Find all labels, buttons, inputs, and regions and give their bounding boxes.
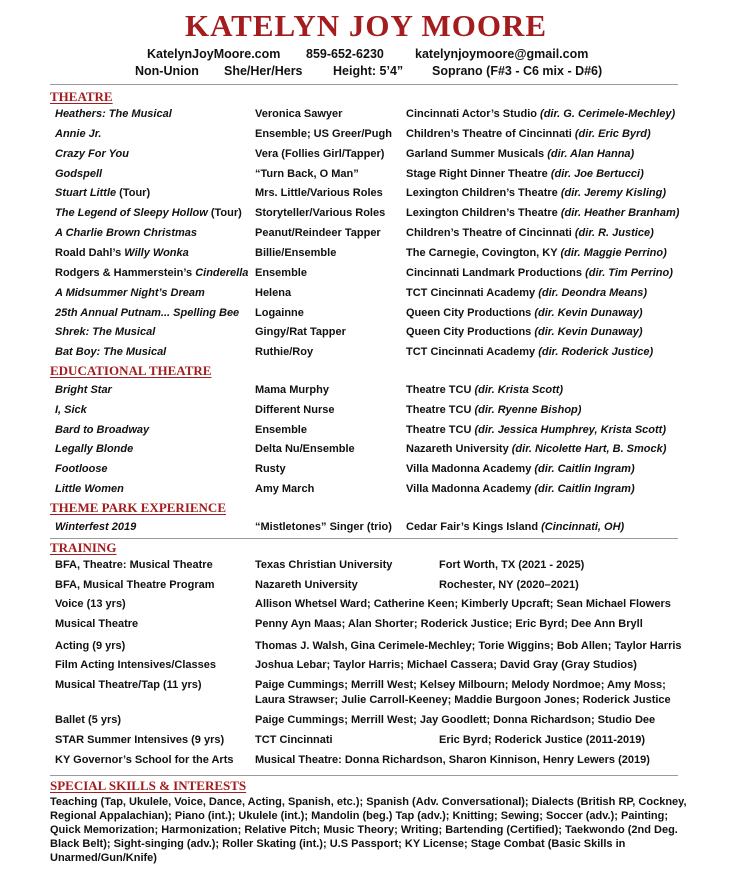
- credit-show-title: [55, 463, 108, 475]
- company-name: Theatre TCU: [406, 423, 475, 436]
- credit-role: Ensemble; US Greer/Pugh: [255, 127, 392, 140]
- director-credit: (dir. Roderick Justice): [538, 346, 654, 359]
- show-title-segment: Godspell: [55, 167, 103, 180]
- director-credit: (dir. Maggie Perrino): [560, 246, 667, 259]
- company-name: TCT Cincinnati Academy: [406, 346, 539, 359]
- credit-show-title: [55, 424, 149, 436]
- training-detail: Laura Strawser; Julie Carroll-Keeney; Maddie Burgoon Jones; Roderick Justice: [255, 694, 671, 706]
- show-title-segment: Willy Wonka: [124, 246, 189, 259]
- credit-role: Ruthie/Roy: [255, 346, 314, 359]
- director-credit: (dir. Alan Hanna): [547, 147, 635, 160]
- company-name: Children’s Theatre of Cincinnati: [406, 127, 575, 140]
- company-name: Cincinnati Actor’s Studio: [406, 108, 541, 120]
- training-extra: Fort Worth, TX (2021 - 2025): [439, 559, 585, 571]
- training-label: Musical Theatre/Tap (11 yrs): [55, 679, 202, 691]
- credit-show-title: [55, 404, 87, 416]
- credit-company: [406, 247, 667, 259]
- training-detail: Joshua Lebar; Taylor Harris; Michael Cassera; David Gray (Gray Studios): [255, 659, 637, 671]
- director-credit: (dir. G. Cerimele-Mechley): [540, 108, 676, 120]
- show-title-segment: I, Sick: [55, 403, 87, 416]
- show-title-segment: Heathers: The Musical: [55, 108, 172, 120]
- training-detail: Penny Ayn Maas; Alan Shorter; Roderick Justice; Eric Byrd; Dee Ann Bryll: [255, 618, 643, 630]
- credit-show-title: [55, 483, 124, 495]
- skills-paragraph: Teaching (Tap, Ukulele, Voice, Dance, Acting, Spanish, etc.); Spanish (Adv. Conversational); Dialects (British RP, Cockney, Regional Appalachian); Piano (int.); Ukulele (int.); Mandolin (beg.) Tap (adv.); Knitting; Sewing; Soccer (adv.); Painting; Quick Memorization; Harmonization; Relative Pitch; Music Theory; Writing; Bartending (Certified); Taekwondo (2nd Deg. Black Belt); Sight-singing (adv.); Roller Skating (int.); U.S Passport; KY License; Stage Combat (Basic Skills in Unarmed/Gun/Knife): [50, 796, 687, 864]
- credit-company: [406, 287, 647, 299]
- training-detail: Allison Whetsel Ward; Catherine Keen; Kimberly Upcraft; Sean Michael Flowers: [255, 598, 671, 610]
- section-heading-educational: EDUCATIONAL THEATRE: [50, 363, 212, 378]
- credit-show-title: [55, 384, 112, 396]
- header-divider: [50, 84, 678, 85]
- credit-role: “Turn Back, O Man”: [255, 167, 359, 180]
- training-detail: Nazareth University: [255, 579, 358, 591]
- show-title-segment: The Legend of Sleepy Hollow: [55, 207, 208, 220]
- training-detail: Musical Theatre: Donna Richardson, Sharon Kinnison, Henry Lewers (2019): [255, 754, 650, 766]
- show-title-segment: Footloose: [55, 463, 108, 476]
- company-name: TCT Cincinnati Academy: [406, 286, 539, 299]
- director-credit: (dir. Joe Bertucci): [550, 167, 644, 180]
- resume-name: KATELYN JOY MOORE: [184, 8, 548, 43]
- show-title-segment: (Tour): [116, 187, 151, 200]
- director-credit: (dir. Caitlin Ingram): [534, 483, 635, 495]
- credit-company: [406, 148, 634, 160]
- director-credit: (dir. Kevin Dunaway): [534, 306, 643, 319]
- credit-company: [406, 424, 666, 436]
- show-title-segment: Cinderella: [195, 266, 249, 279]
- credit-show-title: [55, 346, 166, 358]
- credit-role: Storyteller/Various Roles: [255, 207, 386, 220]
- training-detail: Texas Christian University: [255, 559, 393, 571]
- credit-role: Mrs. Little/Various Roles: [255, 187, 383, 200]
- show-title-segment: Winterfest 2019: [55, 521, 137, 533]
- credit-company: [406, 483, 635, 495]
- section-heading-skills: SPECIAL SKILLS & INTERESTS: [50, 778, 247, 793]
- credit-company: [406, 404, 581, 416]
- company-name: Lexington Children’s Theatre: [406, 207, 561, 220]
- credit-company: [406, 307, 643, 319]
- show-title-segment: (Tour): [207, 207, 242, 220]
- company-name: Garland Summer Musicals: [406, 147, 548, 160]
- director-credit: (dir. Ryenne Bishop): [474, 403, 582, 416]
- credit-show-title: [55, 287, 205, 299]
- show-title-segment: Roald Dahl’s: [55, 246, 125, 259]
- credit-role: Ensemble: [255, 423, 307, 436]
- section-divider: [50, 775, 678, 776]
- credit-role: Veronica Sawyer: [255, 108, 343, 120]
- training-label: Acting (9 yrs): [55, 640, 126, 652]
- credit-company: [406, 227, 654, 239]
- company-name: Villa Madonna Academy: [406, 463, 535, 476]
- show-title-segment: A Charlie Brown Christmas: [55, 227, 198, 240]
- credit-role: Mama Murphy: [255, 384, 329, 396]
- show-title-segment: Little Women: [55, 483, 124, 495]
- credit-role: Vera (Follies Girl/Tapper): [255, 147, 385, 160]
- credit-company: [406, 346, 653, 358]
- credit-show-title: [55, 128, 101, 140]
- credit-show-title: [55, 207, 242, 219]
- show-title-segment: Legally Blonde: [55, 443, 134, 456]
- training-label: Musical Theatre: [55, 618, 139, 630]
- training-extra: Rochester, NY (2020–2021): [439, 579, 579, 591]
- phone-text: 859-652-6230: [306, 47, 384, 61]
- credit-show-title: [55, 326, 155, 338]
- credit-role: Delta Nu/Ensemble: [255, 443, 355, 456]
- credit-role: Peanut/Reindeer Tapper: [255, 227, 381, 240]
- credit-show-title: [55, 148, 129, 160]
- credit-role: Ensemble: [255, 266, 307, 279]
- director-credit: (dir. Deondra Means): [538, 286, 648, 299]
- show-title-segment: 25th Annual Putnam... Spelling Bee: [55, 306, 240, 319]
- director-credit: (dir. Nicolette Hart, B. Smock): [511, 443, 667, 456]
- company-name: The Carnegie, Covington, KY: [406, 246, 561, 259]
- director-credit: (Cincinnati, OH): [541, 521, 625, 533]
- show-title-segment: Bat Boy: The Musical: [55, 346, 167, 359]
- credit-role: “Mistletones” Singer (trio): [255, 521, 392, 533]
- credit-role: Rusty: [255, 463, 286, 476]
- credit-show-title: [55, 307, 239, 319]
- company-name: Children’s Theatre of Cincinnati: [406, 227, 575, 240]
- credit-role: Gingy/Rat Tapper: [255, 326, 346, 339]
- credit-role: Billie/Ensemble: [255, 246, 337, 259]
- director-credit: (dir. Eric Byrd): [574, 127, 651, 140]
- training-label: Voice (13 yrs): [55, 598, 126, 610]
- union-status: Non-Union: [135, 64, 199, 78]
- director-credit: (dir. Caitlin Ingram): [534, 463, 635, 476]
- credit-role: Logainne: [255, 306, 304, 319]
- training-label: KY Governor’s School for the Arts: [55, 754, 234, 766]
- credit-show-title: [55, 168, 102, 180]
- credit-company: [406, 463, 635, 475]
- director-credit: (dir. Kevin Dunaway): [534, 326, 643, 339]
- show-title-segment: Shrek: The Musical: [55, 326, 156, 339]
- credit-company: [406, 108, 675, 120]
- credit-show-title: [55, 187, 150, 199]
- training-label: Film Acting Intensives/Classes: [55, 659, 216, 671]
- credit-company: [406, 168, 644, 180]
- company-name: Nazareth University: [406, 443, 512, 456]
- credit-role: Amy March: [255, 483, 315, 495]
- show-title-segment: A Midsummer Night’s Dream: [55, 286, 205, 299]
- training-extra: Eric Byrd; Roderick Justice (2011-2019): [439, 734, 646, 746]
- show-title-segment: Bright Star: [55, 384, 112, 396]
- company-name: Theatre TCU: [406, 403, 475, 416]
- email-text: katelynjoymoore@gmail.com: [415, 47, 589, 61]
- section-heading-theatre: THEATRE: [50, 89, 113, 104]
- company-name: Lexington Children’s Theatre: [406, 187, 561, 200]
- credit-company: [406, 326, 643, 338]
- credit-show-title: [55, 267, 248, 279]
- pronouns: She/Her/Hers: [224, 64, 303, 78]
- credit-role: Different Nurse: [255, 403, 335, 416]
- credit-show-title: [55, 247, 189, 259]
- training-label: STAR Summer Intensives (9 yrs): [55, 734, 225, 746]
- credit-company: [406, 384, 563, 396]
- director-credit: (dir. Jeremy Kisling): [560, 187, 666, 200]
- credit-show-title: [55, 108, 172, 120]
- director-credit: (dir. Heather Branham): [560, 207, 680, 220]
- credit-company: [406, 207, 679, 219]
- credit-company: [406, 187, 666, 199]
- credit-show-title: [55, 521, 136, 533]
- training-detail: Thomas J. Walsh, Gina Cerimele-Mechley; Torie Wiggins; Bob Allen; Taylor Harris: [255, 640, 682, 652]
- credit-show-title: [55, 227, 197, 239]
- section-divider: [50, 538, 678, 539]
- section-heading-theme-park: THEME PARK EXPERIENCE: [50, 500, 226, 515]
- company-name: Queen City Productions: [406, 326, 535, 339]
- credit-company: [406, 521, 624, 533]
- training-detail: Paige Cummings; Merrill West; Jay Goodlett; Donna Richardson; Studio Dee: [255, 714, 656, 726]
- company-name: Queen City Productions: [406, 306, 535, 319]
- director-credit: (dir. Jessica Humphrey, Krista Scott): [474, 423, 667, 436]
- show-title-segment: Rodgers & Hammerstein’s: [55, 266, 196, 279]
- credit-company: [406, 267, 673, 279]
- show-title-segment: Annie Jr.: [55, 127, 102, 140]
- show-title-segment: Bard to Broadway: [55, 423, 150, 436]
- credit-company: [406, 128, 651, 140]
- company-name: Theatre TCU: [406, 384, 475, 396]
- credit-role: Helena: [255, 286, 292, 299]
- company-name: Stage Right Dinner Theatre: [406, 167, 551, 180]
- show-title-segment: Stuart Little: [55, 187, 117, 200]
- company-name: Cedar Fair’s Kings Island: [406, 521, 542, 533]
- company-name: Cincinnati Landmark Productions: [406, 266, 586, 279]
- height-text: Height: 5’4”: [333, 64, 404, 78]
- show-title-segment: Crazy For You: [55, 147, 129, 160]
- training-label: BFA, Theatre: Musical Theatre: [55, 559, 213, 571]
- training-label: BFA, Musical Theatre Program: [55, 579, 215, 591]
- training-detail: TCT Cincinnati: [255, 734, 333, 746]
- section-heading-training: TRAINING: [50, 540, 117, 555]
- director-credit: (dir. Krista Scott): [474, 384, 564, 396]
- director-credit: (dir. Tim Perrino): [585, 266, 673, 279]
- website-text: KatelynJoyMoore.com: [147, 47, 281, 61]
- director-credit: (dir. R. Justice): [574, 227, 654, 240]
- training-label: Ballet (5 yrs): [55, 714, 122, 726]
- company-name: Villa Madonna Academy: [406, 483, 535, 495]
- credit-show-title: [55, 443, 133, 455]
- credit-company: [406, 443, 666, 455]
- training-detail: Paige Cummings; Merrill West; Kelsey Milbourn; Melody Nordmoe; Amy Moss;: [255, 679, 666, 691]
- voice-range: Soprano (F#3 - C6 mix - D#6): [432, 64, 603, 78]
